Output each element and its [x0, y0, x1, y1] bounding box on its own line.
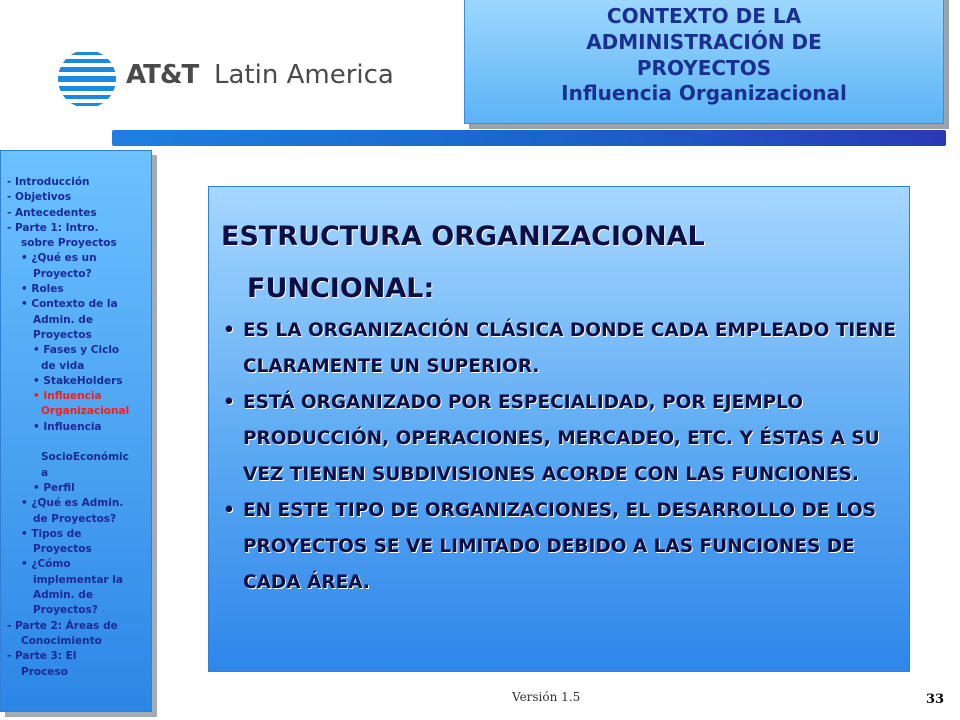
nav-item-como-implementar-cont[interactable]: implementar la: [33, 573, 123, 586]
bullet-text: ES LA ORGANIZACIÓN CLÁSICA DONDE CADA EMPLEADO TIENE CLARAMENTE UN SUPERIOR.: [243, 320, 897, 377]
nav-item-perfil[interactable]: • Perfil: [33, 481, 75, 494]
nav-item-que-es-proyecto-cont[interactable]: Proyecto?: [33, 267, 92, 280]
nav-item-stakeholders[interactable]: • StakeHolders: [33, 374, 123, 387]
nav-item-como-implementar[interactable]: • ¿Cómo: [21, 558, 71, 571]
nav-item-fases[interactable]: • Fases y Ciclo: [33, 344, 120, 357]
page-number: 33: [926, 692, 945, 707]
logo-brand-text: AT&T: [126, 60, 199, 90]
content-bullet: [221, 493, 897, 601]
bullet-marker: •: [223, 500, 235, 521]
nav-item-contexto[interactable]: • Contexto de la: [21, 298, 118, 311]
nav-item-influencia-organizacional-cont[interactable]: Organizacional: [41, 405, 130, 418]
slide-subtitle: Influencia Organizacional: [561, 81, 847, 105]
bullet-marker: •: [223, 320, 235, 341]
content-heading: [221, 211, 881, 315]
content-panel: [208, 186, 910, 672]
nav-item-objetivos[interactable]: - Objetivos: [7, 191, 72, 204]
nav-item-que-es-proyecto[interactable]: • ¿Qué es un: [21, 252, 97, 265]
sidebar-nav-list: [1, 151, 151, 680]
content-bullet: [221, 313, 897, 385]
bullet-marker: •: [223, 392, 235, 413]
nav-item-roles[interactable]: • Roles: [21, 283, 64, 296]
nav-item-influencia-organizacional[interactable]: • Influencia: [33, 390, 102, 403]
nav-item-como-implementar-cont2[interactable]: Admin. de: [33, 589, 93, 602]
nav-item-fases-cont[interactable]: de vida: [41, 359, 85, 372]
nav-item-tipos-cont[interactable]: Proyectos: [33, 543, 92, 556]
content-bullet: [221, 385, 897, 493]
nav-item-contexto-cont2[interactable]: Proyectos: [33, 328, 92, 341]
content-heading-line2: FUNCIONAL:: [247, 273, 435, 304]
nav-item-tipos[interactable]: • Tipos de: [21, 527, 82, 540]
logo-region-text: Latin America: [214, 60, 394, 90]
nav-item-parte-2[interactable]: - Parte 2: Áreas de: [7, 619, 118, 632]
nav-item-parte-1[interactable]: - Parte 1: Intro.: [7, 221, 99, 234]
nav-item-parte-1-cont[interactable]: sobre Proyectos: [21, 237, 117, 250]
nav-item-que-es-admin[interactable]: • ¿Qué es Admin.: [21, 497, 124, 510]
nav-item-como-implementar-cont3[interactable]: Proyectos?: [33, 604, 98, 617]
att-globe-icon: [56, 48, 118, 110]
header-divider-bar: [112, 130, 946, 146]
footer-version: Versión 1.5: [512, 690, 581, 704]
nav-item-antecedentes[interactable]: - Antecedentes: [7, 206, 97, 219]
bullet-text: EN ESTE TIPO DE ORGANIZACIONES, EL DESARROLLO DE LOS PROYECTOS SE VE LIMITADO DEBIDO A LAS FUNCIONES DE CADA ÁREA.: [243, 500, 876, 593]
slide-title: CONTEXTO DE LA ADMINISTRACIÓN DE PROYECTOS: [586, 4, 822, 80]
att-logo: [56, 46, 394, 110]
nav-item-introduccion[interactable]: - Introducción: [7, 176, 90, 188]
nav-item-contexto-cont[interactable]: Admin. de: [33, 313, 93, 326]
nav-item-que-es-admin-cont[interactable]: de Proyectos?: [33, 512, 117, 525]
nav-spacer: [7, 435, 151, 450]
slide-title-box: [464, 0, 944, 124]
nav-item-parte-2-cont[interactable]: Conocimiento: [21, 634, 102, 647]
nav-item-influencia-socioeconomica-cont2[interactable]: a: [41, 466, 49, 479]
bullet-text: ESTÁ ORGANIZADO POR ESPECIALIDAD, POR EJEMPLO PRODUCCIÓN, OPERACIONES, MERCADEO, ETC. Y ÉSTAS A SU VEZ TIENEN SUBDIVISIONES ACORDE CON LAS FUNCIONES.: [243, 392, 880, 485]
nav-item-influencia-socioeconomica-cont[interactable]: SocioEconómic: [41, 451, 129, 464]
nav-item-parte-3-cont[interactable]: Proceso: [21, 665, 68, 678]
nav-item-parte-3[interactable]: - Parte 3: El: [7, 650, 77, 663]
nav-item-influencia-socioeconomica[interactable]: • Influencia: [33, 420, 102, 433]
content-heading-line1: ESTRUCTURA ORGANIZACIONAL: [221, 221, 705, 252]
sidebar-navigation: [0, 150, 152, 712]
content-bullet-list: [221, 313, 897, 601]
